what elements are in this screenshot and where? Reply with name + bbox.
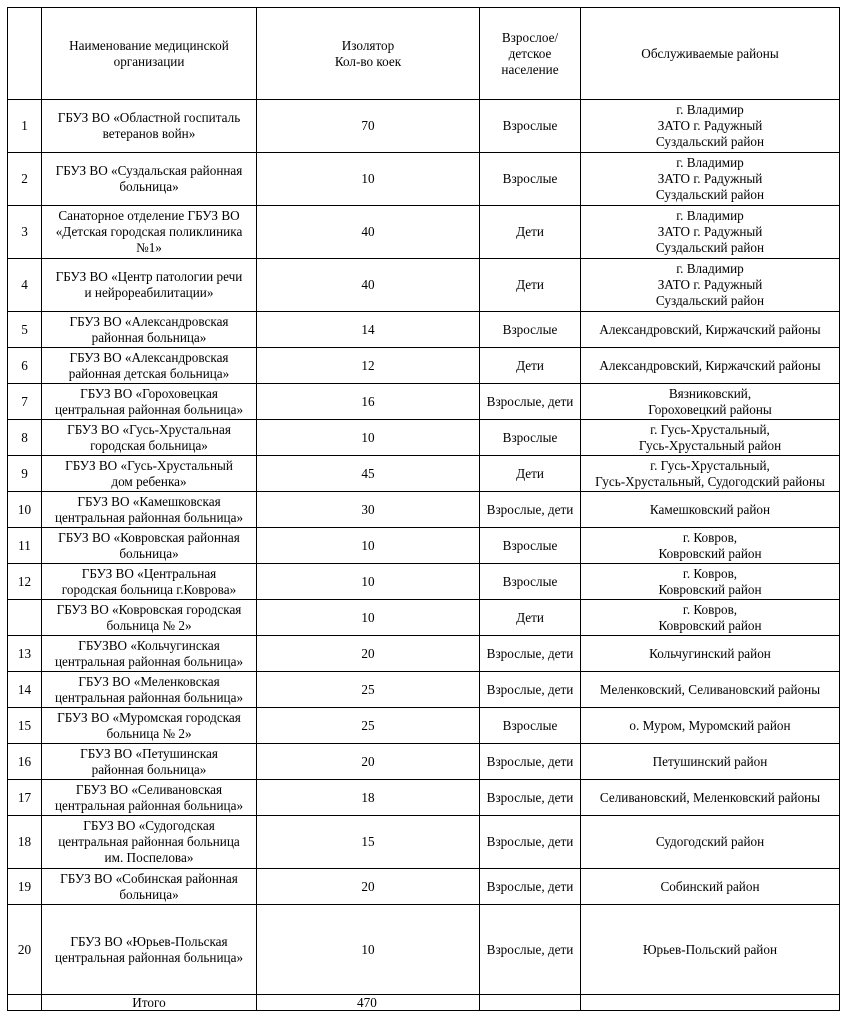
row-districts: Судогодский район [581,816,840,869]
row-districts: Юрьев-Польский район [581,905,840,995]
row-num: 8 [8,420,42,456]
row-districts: г. Ковров, Ковровский район [581,600,840,636]
row-beds: 25 [257,672,480,708]
header-row [8,8,840,100]
row-population: Взрослые [480,708,581,744]
row-beds: 20 [257,869,480,905]
row-beds: 40 [257,206,480,259]
row-num: 12 [8,564,42,600]
row-population: Взрослые [480,564,581,600]
row-beds: 20 [257,744,480,780]
row-num: 7 [8,384,42,420]
total-population [480,995,581,1011]
row-org: ГБУЗ ВО «Центральная городская больница г.Коврова» [42,564,257,600]
row-population: Взрослые, дети [480,869,581,905]
table-row [8,816,840,869]
row-districts: Меленковский, Селивановский районы [581,672,840,708]
row-districts: г. Владимир ЗАТО г. Радужный Суздальский район [581,153,840,206]
table-row [8,600,840,636]
row-num: 20 [8,905,42,995]
table-row [8,869,840,905]
row-org: Санаторное отделение ГБУЗ ВО «Детская городская поликлиника №1» [42,206,257,259]
row-beds: 14 [257,312,480,348]
row-org: ГБУЗ ВО «Судогодская центральная районная больница им. Поспелова» [42,816,257,869]
row-org: ГБУЗ ВО «Гороховецкая центральная районная больница» [42,384,257,420]
row-org: ГБУЗ ВО «Центр патологии речи и нейрореабилитации» [42,259,257,312]
row-org: ГБУЗВО «Кольчугинская центральная районная больница» [42,636,257,672]
table-row [8,348,840,384]
header-districts: Обслуживаемые районы [581,8,840,100]
row-districts: Александровский, Киржачский районы [581,348,840,384]
row-population: Взрослые, дети [480,744,581,780]
row-num: 1 [8,100,42,153]
row-population: Взрослые, дети [480,384,581,420]
row-population: Взрослые, дети [480,492,581,528]
row-org: ГБУЗ ВО «Гусь-Хрустальный дом ребенка» [42,456,257,492]
row-population: Взрослые, дети [480,816,581,869]
table-row [8,312,840,348]
row-beds: 20 [257,636,480,672]
table-row [8,384,840,420]
row-org: ГБУЗ ВО «Областной госпиталь ветеранов войн» [42,100,257,153]
row-population: Дети [480,206,581,259]
row-num: 13 [8,636,42,672]
row-num: 3 [8,206,42,259]
row-org: ГБУЗ ВО «Селивановская центральная районная больница» [42,780,257,816]
row-num: 16 [8,744,42,780]
table-row [8,259,840,312]
row-districts: Собинский район [581,869,840,905]
row-org: ГБУЗ ВО «Муромская городская больница № 2» [42,708,257,744]
table-row [8,708,840,744]
table-row [8,528,840,564]
total-row [8,995,840,1011]
table-row [8,564,840,600]
row-districts: Александровский, Киржачский районы [581,312,840,348]
table-row [8,153,840,206]
row-org: ГБУЗ ВО «Камешковская центральная районная больница» [42,492,257,528]
row-beds: 16 [257,384,480,420]
table-row [8,905,840,995]
row-beds: 10 [257,420,480,456]
row-num: 15 [8,708,42,744]
row-population: Взрослые [480,100,581,153]
row-districts: Вязниковский, Гороховецкий районы [581,384,840,420]
row-org: ГБУЗ ВО «Юрьев-Польская центральная районная больница» [42,905,257,995]
row-districts: г. Владимир ЗАТО г. Радужный Суздальский район [581,100,840,153]
row-districts: Камешковский район [581,492,840,528]
row-population: Взрослые, дети [480,636,581,672]
row-beds: 10 [257,528,480,564]
row-beds: 18 [257,780,480,816]
row-districts: Кольчугинский район [581,636,840,672]
row-districts: о. Муром, Муромский район [581,708,840,744]
row-beds: 30 [257,492,480,528]
row-population: Взрослые [480,420,581,456]
table-row [8,100,840,153]
header-num [8,8,42,100]
row-population: Взрослые [480,528,581,564]
header-population: Взрослое/ детское население [480,8,581,100]
row-districts: Петушинский район [581,744,840,780]
row-beds: 10 [257,153,480,206]
row-org: ГБУЗ ВО «Собинская районная больница» [42,869,257,905]
row-districts: г. Ковров, Ковровский район [581,528,840,564]
row-num: 9 [8,456,42,492]
row-districts: Селивановский, Меленковский районы [581,780,840,816]
row-num: 18 [8,816,42,869]
row-num: 6 [8,348,42,384]
row-num: 2 [8,153,42,206]
hospital-isolation-table [7,7,840,1011]
row-beds: 10 [257,600,480,636]
row-beds: 10 [257,905,480,995]
table-row [8,206,840,259]
row-districts: г. Владимир ЗАТО г. Радужный Суздальский район [581,206,840,259]
row-num: 4 [8,259,42,312]
table-row [8,420,840,456]
table-row [8,636,840,672]
row-beds: 45 [257,456,480,492]
table-row [8,780,840,816]
row-num: 11 [8,528,42,564]
row-org: ГБУЗ ВО «Александровская районная больница» [42,312,257,348]
row-num: 14 [8,672,42,708]
row-beds: 15 [257,816,480,869]
row-districts: г. Гусь-Хрустальный, Гусь-Хрустальный район [581,420,840,456]
row-population: Взрослые, дети [480,780,581,816]
row-population: Дети [480,600,581,636]
row-population: Взрослые, дети [480,672,581,708]
row-num: 5 [8,312,42,348]
row-districts: г. Гусь-Хрустальный, Гусь-Хрустальный, Судогодский районы [581,456,840,492]
row-num [8,600,42,636]
table-row [8,672,840,708]
total-label: Итого [42,995,257,1011]
row-population: Взрослые, дети [480,905,581,995]
header-org: Наименование медицинской организации [42,8,257,100]
row-beds: 25 [257,708,480,744]
row-beds: 70 [257,100,480,153]
header-beds: Изолятор Кол-во коек [257,8,480,100]
row-population: Дети [480,348,581,384]
table-row [8,492,840,528]
table-row [8,744,840,780]
row-beds: 12 [257,348,480,384]
total-beds: 470 [257,995,480,1011]
row-num: 10 [8,492,42,528]
row-org: ГБУЗ ВО «Петушинская районная больница» [42,744,257,780]
row-num: 19 [8,869,42,905]
row-beds: 40 [257,259,480,312]
total-districts [581,995,840,1011]
table-body [8,100,840,995]
row-org: ГБУЗ ВО «Гусь-Хрустальная городская больница» [42,420,257,456]
row-org: ГБУЗ ВО «Суздальская районная больница» [42,153,257,206]
row-population: Дети [480,259,581,312]
row-org: ГБУЗ ВО «Александровская районная детская больница» [42,348,257,384]
total-num [8,995,42,1011]
row-num: 17 [8,780,42,816]
row-org: ГБУЗ ВО «Ковровская районная больница» [42,528,257,564]
table-row [8,456,840,492]
row-population: Дети [480,456,581,492]
row-population: Взрослые [480,153,581,206]
row-org: ГБУЗ ВО «Ковровская городская больница № 2» [42,600,257,636]
row-population: Взрослые [480,312,581,348]
row-beds: 10 [257,564,480,600]
row-districts: г. Ковров, Ковровский район [581,564,840,600]
row-org: ГБУЗ ВО «Меленковская центральная районная больница» [42,672,257,708]
row-districts: г. Владимир ЗАТО г. Радужный Суздальский район [581,259,840,312]
